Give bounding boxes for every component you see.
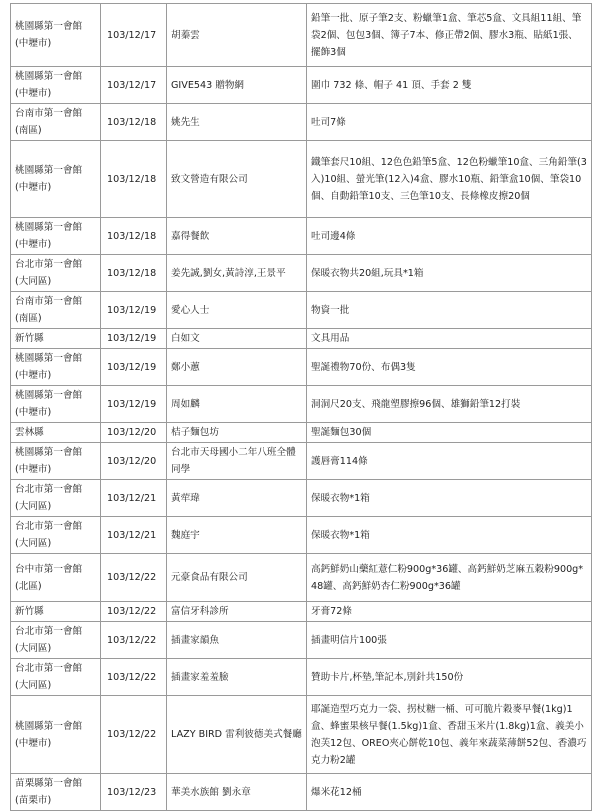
table-row xyxy=(11,255,592,292)
table-row xyxy=(11,622,592,659)
location-cell: 桃園縣第一會館 (中壢市) xyxy=(11,443,101,480)
location-cell: 桃園縣第一會館 (中壢市) xyxy=(11,4,101,67)
date-cell: 103/12/19 xyxy=(101,329,167,349)
table-row xyxy=(11,386,592,423)
location-cell: 苗栗縣第一會館 (苗栗市) xyxy=(11,774,101,811)
table-row xyxy=(11,329,592,349)
date-cell: 103/12/17 xyxy=(101,4,167,67)
date-cell: 103/12/22 xyxy=(101,622,167,659)
table-row xyxy=(11,774,592,811)
items-cell: 鐵筆套尺10組、12色色鉛筆5盒、12色粉蠟筆10盒、三角鉛筆(3入)10組、螢光筆(12入)4盒、膠水10瓶、鉛筆盒10個、筆袋10個、自動鉛筆10支、三色筆10支、長條橡皮擦20個 xyxy=(307,141,592,218)
items-cell: 文具用品 xyxy=(307,329,592,349)
items-cell: 洞洞尺20支、飛龍塑膠擦96個、雄獅鉛筆12打裝 xyxy=(307,386,592,423)
date-cell: 103/12/17 xyxy=(101,67,167,104)
table-row xyxy=(11,141,592,218)
date-cell: 103/12/18 xyxy=(101,141,167,218)
table-row xyxy=(11,423,592,443)
items-cell: 插畫明信片100張 xyxy=(307,622,592,659)
items-cell: 耶誕造型巧克力一袋、拐杖糖一桶、可可脆片穀麥早餐(1kg)1盒、蜂蜜果核早餐(1.5kg)1盒、香甜玉米片(1.8kg)1盒、義美小泡芙12包、OREO夾心餅乾10包、義年來蔬菜薄餅52包、香濃巧克力粉2罐 xyxy=(307,696,592,774)
date-cell: 103/12/18 xyxy=(101,255,167,292)
donation-table xyxy=(10,3,592,811)
items-cell: 鉛筆一批、原子筆2支、粉蠟筆1盒、筆芯5盒、文具組11組、筆袋2個、包包3個、簿子7本、修正帶2個、膠水3瓶、貼紙1張、擺飾3個 xyxy=(307,4,592,67)
table-row xyxy=(11,4,592,67)
donor-cell: 華美水族館 劉永章 xyxy=(167,774,307,811)
table-row xyxy=(11,443,592,480)
location-cell: 台北市第一會館 (大同區) xyxy=(11,659,101,696)
location-cell: 桃園縣第一會館 (中壢市) xyxy=(11,141,101,218)
donor-cell: 嘉得餐飲 xyxy=(167,218,307,255)
donation-table-body xyxy=(11,4,592,811)
donor-cell: 周如麟 xyxy=(167,386,307,423)
items-cell: 聖誕麵包30個 xyxy=(307,423,592,443)
donor-cell: LAZY BIRD 雷利彼德美式餐廳 xyxy=(167,696,307,774)
donor-cell: 姚先生 xyxy=(167,104,307,141)
table-row xyxy=(11,218,592,255)
items-cell: 聖誕禮物70份、布偶3隻 xyxy=(307,349,592,386)
location-cell: 桃園縣第一會館 (中壢市) xyxy=(11,386,101,423)
donor-cell: 插畫家羞羞臉 xyxy=(167,659,307,696)
donor-cell: 鄭小蕙 xyxy=(167,349,307,386)
table-row xyxy=(11,292,592,329)
location-cell: 桃園縣第一會館 (中壢市) xyxy=(11,349,101,386)
table-row xyxy=(11,602,592,622)
date-cell: 103/12/21 xyxy=(101,480,167,517)
location-cell: 雲林縣 xyxy=(11,423,101,443)
donor-cell: 插畫家韻魚 xyxy=(167,622,307,659)
donor-cell: 姜先誠,劉女,黃詩淳,王景平 xyxy=(167,255,307,292)
location-cell: 台中市第一會館 (北區) xyxy=(11,554,101,602)
items-cell: 物資一批 xyxy=(307,292,592,329)
donor-cell: 台北市天母國小二年八班全體同學 xyxy=(167,443,307,480)
date-cell: 103/12/21 xyxy=(101,517,167,554)
location-cell: 桃園縣第一會館 (中壢市) xyxy=(11,67,101,104)
date-cell: 103/12/19 xyxy=(101,349,167,386)
items-cell: 高鈣鮮奶山藥紅薏仁粉900g*36罐、高鈣鮮奶芝麻五穀粉900g*48罐、高鈣鮮奶杏仁粉900g*36罐 xyxy=(307,554,592,602)
table-row xyxy=(11,480,592,517)
donor-cell: 桔子麵包坊 xyxy=(167,423,307,443)
items-cell: 牙膏72條 xyxy=(307,602,592,622)
table-row xyxy=(11,659,592,696)
items-cell: 吐司邊4條 xyxy=(307,218,592,255)
date-cell: 103/12/19 xyxy=(101,292,167,329)
date-cell: 103/12/18 xyxy=(101,218,167,255)
table-row xyxy=(11,554,592,602)
items-cell: 圍巾 732 條、帽子 41 頂、手套 2 雙 xyxy=(307,67,592,104)
location-cell: 新竹縣 xyxy=(11,329,101,349)
location-cell: 台北市第一會館 (大同區) xyxy=(11,480,101,517)
items-cell: 吐司7條 xyxy=(307,104,592,141)
donor-cell: 黃荦瑋 xyxy=(167,480,307,517)
date-cell: 103/12/18 xyxy=(101,104,167,141)
table-row xyxy=(11,517,592,554)
donor-cell: GIVE543 贈物網 xyxy=(167,67,307,104)
location-cell: 桃園縣第一會館 (中壢市) xyxy=(11,696,101,774)
date-cell: 103/12/22 xyxy=(101,602,167,622)
date-cell: 103/12/22 xyxy=(101,659,167,696)
location-cell: 台北市第一會館 (大同區) xyxy=(11,622,101,659)
items-cell: 保暖衣物*1箱 xyxy=(307,517,592,554)
date-cell: 103/12/20 xyxy=(101,443,167,480)
location-cell: 桃園縣第一會館 (中壢市) xyxy=(11,218,101,255)
donor-cell: 胡蓁雲 xyxy=(167,4,307,67)
date-cell: 103/12/22 xyxy=(101,696,167,774)
table-row xyxy=(11,349,592,386)
date-cell: 103/12/23 xyxy=(101,774,167,811)
items-cell: 護唇膏114條 xyxy=(307,443,592,480)
items-cell: 爆米花12桶 xyxy=(307,774,592,811)
items-cell: 贊助卡片,杯墊,筆記本,別針共150份 xyxy=(307,659,592,696)
location-cell: 台南市第一會館 (南區) xyxy=(11,104,101,141)
date-cell: 103/12/20 xyxy=(101,423,167,443)
location-cell: 台南市第一會館 (南區) xyxy=(11,292,101,329)
donor-cell: 富信牙科診所 xyxy=(167,602,307,622)
location-cell: 台北市第一會館 (大同區) xyxy=(11,255,101,292)
donor-cell: 魏庭宇 xyxy=(167,517,307,554)
date-cell: 103/12/19 xyxy=(101,386,167,423)
donor-cell: 愛心人士 xyxy=(167,292,307,329)
table-row xyxy=(11,696,592,774)
donor-cell: 白如文 xyxy=(167,329,307,349)
donor-cell: 致文營造有限公司 xyxy=(167,141,307,218)
date-cell: 103/12/22 xyxy=(101,554,167,602)
items-cell: 保暖衣物共20組,玩具*1箱 xyxy=(307,255,592,292)
table-row xyxy=(11,67,592,104)
table-row xyxy=(11,104,592,141)
donor-cell: 元豪食品有限公司 xyxy=(167,554,307,602)
location-cell: 新竹縣 xyxy=(11,602,101,622)
location-cell: 台北市第一會館 (大同區) xyxy=(11,517,101,554)
items-cell: 保暖衣物*1箱 xyxy=(307,480,592,517)
